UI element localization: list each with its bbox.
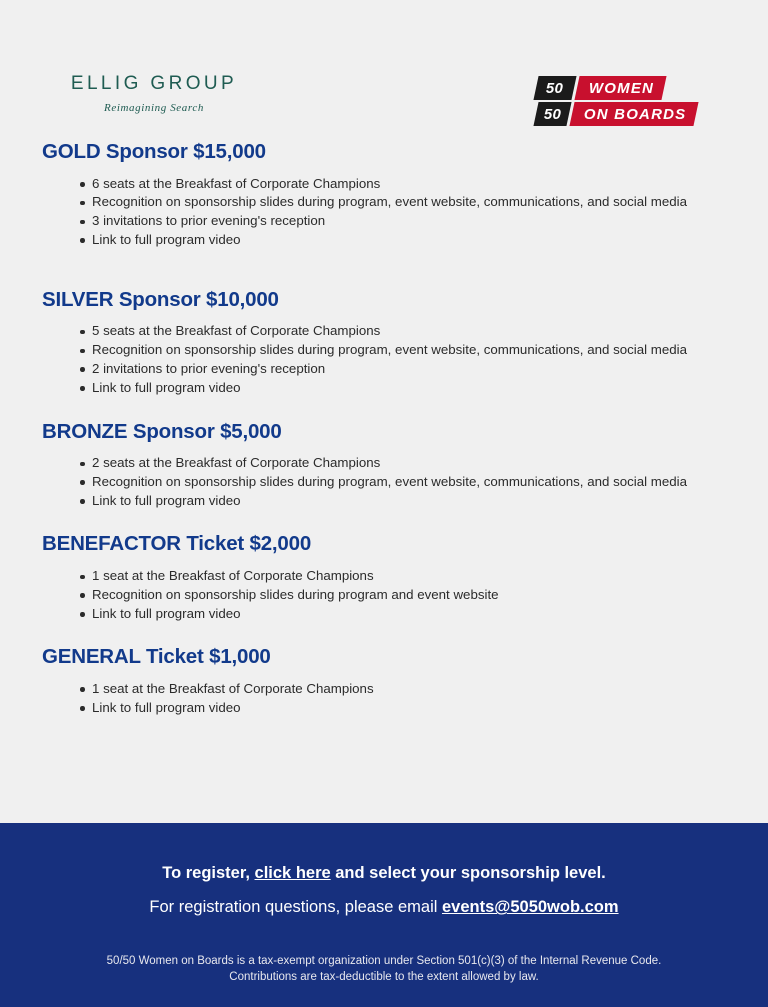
tier-title: SILVER Sponsor $10,000 [42, 287, 279, 311]
tier-title: GENERAL Ticket $1,000 [42, 645, 271, 669]
tier-benefits [42, 175, 714, 250]
tier-benefits [42, 567, 714, 623]
spacer [42, 272, 714, 288]
page-footer [0, 823, 768, 1007]
wob-word-bottom-text: ON BOARDS [583, 105, 686, 123]
list-item: 2 invitations to prior evening's reception [80, 360, 714, 379]
tier-title: BRONZE Sponsor $5,000 [42, 419, 282, 443]
ellig-group-tagline: Reimagining Search [104, 102, 204, 114]
tier-gold [42, 140, 714, 250]
tier-benefactor [42, 532, 714, 623]
list-item: Recognition on sponsorship slides during program, event website, communications, and social media [80, 473, 714, 492]
contact-email-link[interactable]: events@5050wob.com [441, 898, 619, 917]
register-prefix: To register, [162, 864, 255, 882]
list-item: 1 seat at the Breakfast of Corporate Champions [80, 680, 714, 699]
wob-logo-row-top [536, 76, 696, 100]
tier-bronze [42, 420, 714, 511]
5050-women-on-boards-logo [536, 76, 696, 128]
list-item: Link to full program video [80, 605, 714, 624]
list-item: Recognition on sponsorship slides during program and event website [80, 586, 714, 605]
registration-questions [0, 897, 768, 918]
wob-word-top [574, 76, 666, 100]
wob-word-bottom [569, 102, 699, 126]
list-item: 6 seats at the Breakfast of Corporate Champions [80, 175, 714, 194]
tier-title: GOLD Sponsor $15,000 [42, 140, 266, 163]
register-suffix: and select your sponsorship level. [330, 864, 606, 882]
ellig-group-name: ELLIG GROUP [70, 73, 238, 94]
tax-disclaimer: 50/50 Women on Boards is a tax-exempt organization under Section 501(c)(3) of the Internal Revenue Code. Contributions are tax-deductible to the extent allowed by law. [106, 954, 662, 983]
wob-number-top [533, 76, 576, 100]
list-item: Link to full program video [80, 379, 714, 398]
wob-number-top-text: 50 [546, 79, 564, 97]
list-item: Link to full program video [80, 492, 714, 511]
tier-general [42, 645, 714, 717]
questions-prefix: For registration questions, please email [149, 898, 442, 917]
tier-silver [42, 288, 714, 398]
list-item: 3 invitations to prior evening's reception [80, 212, 714, 231]
tier-title: BENEFACTOR Ticket $2,000 [42, 532, 312, 556]
list-item: Recognition on sponsorship slides during program, event website, communications, and social media [80, 193, 714, 212]
list-item: 5 seats at the Breakfast of Corporate Champions [80, 322, 714, 341]
wob-logo-row-bottom [536, 102, 696, 126]
ellig-group-logo [54, 74, 254, 114]
tier-benefits [42, 322, 714, 397]
list-item: Link to full program video [80, 699, 714, 718]
list-item: Link to full program video [80, 231, 714, 250]
wob-word-top-text: WOMEN [589, 79, 655, 97]
list-item: 2 seats at the Breakfast of Corporate Champions [80, 454, 714, 473]
page-header [0, 0, 768, 140]
list-item: Recognition on sponsorship slides during program, event website, communications, and social media [80, 341, 714, 360]
tier-benefits [42, 680, 714, 718]
click-here-link[interactable]: click here [254, 864, 331, 882]
wob-number-bottom-text: 50 [543, 105, 561, 123]
wob-number-bottom [533, 102, 571, 126]
tier-benefits [42, 454, 714, 510]
register-instruction [0, 823, 768, 884]
list-item: 1 seat at the Breakfast of Corporate Champions [80, 567, 714, 586]
sponsorship-tiers-list [0, 140, 768, 718]
